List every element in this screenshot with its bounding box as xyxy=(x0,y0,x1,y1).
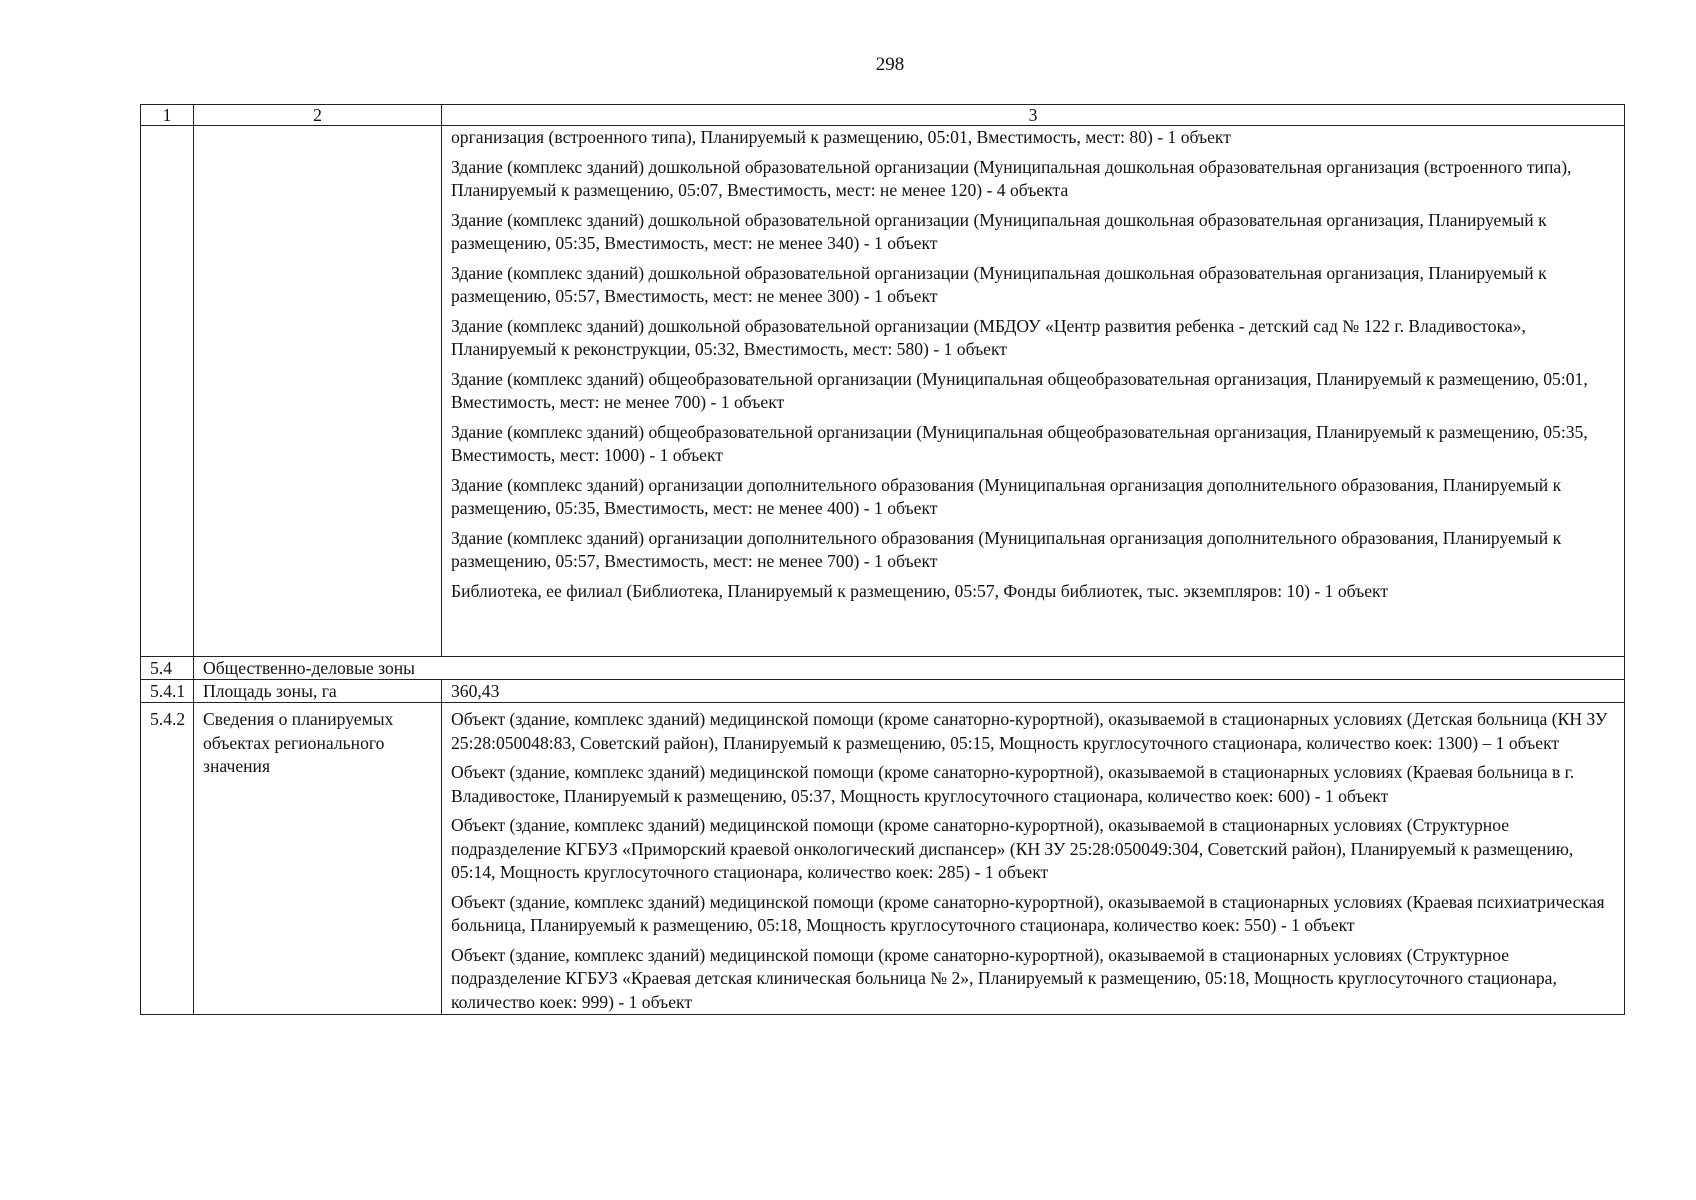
list-item: Здание (комплекс зданий) дошкольной образовательной организации (МБДОУ «Центр развития ребенка - детский сад № 122 г. Владивостока», Планируемый к реконструкции, 05:32, Вместимость, мест: 580) - 1 объект xyxy=(451,315,1526,359)
document-table xyxy=(140,104,1625,1015)
list-item: Библиотека, ее филиал (Библиотека, Планируемый к размещению, 05:57, Фонды библиотек, тыс. экземпляров: 10) - 1 объект xyxy=(451,580,1389,601)
list-item: Здание (комплекс зданий) дошкольной образовательной организации (Муниципальная дошкольная образовательная организация, Планируемый к размещению, 05:57, Вместимость, мест: не менее 300) - 1 объект xyxy=(451,262,1547,306)
list-item: Здание (комплекс зданий) организации дополнительного образования (Муниципальная организация дополнительного образования, Планируемый к размещению, 05:35, Вместимость, мест: не менее 400) - 1 объект xyxy=(451,474,1562,518)
row-content-cell xyxy=(442,126,1625,657)
list-item: Здание (комплекс зданий) дошкольной образовательной организации (Муниципальная дошкольная образовательная организация, Планируемый к размещению, 05:35, Вместимость, мест: не менее 340) - 1 объект xyxy=(451,209,1547,253)
section-title-cell: Общественно-деловые зоны xyxy=(194,657,1625,680)
row-number-cell: 5.4.1 xyxy=(141,680,194,703)
table-row xyxy=(141,126,1625,657)
list-item: организация (встроенного типа), Планируемый к размещению, 05:01, Вместимость, мест: 80) - 1 объект xyxy=(451,127,1231,147)
row-number-cell xyxy=(141,126,194,657)
table-row-5-4-2 xyxy=(141,703,1625,1015)
header-col-3: 3 xyxy=(442,105,1625,126)
list-item: Здание (комплекс зданий) общеобразовательной организации (Муниципальная общеобразовательная организация, Планируемый к размещению, 05:35, Вместимость, мест: 1000) - 1 объект xyxy=(451,421,1588,465)
page-number: 298 xyxy=(875,54,905,75)
list-item: Объект (здание, комплекс зданий) медицинской помощи (кроме санаторно-курортной), оказываемой в стационарных условиях (Краевая больница в г. Владивостоке, Планируемый к размещению, 05:37, Мощность круглосуточного стационара, количество коек: 600) - 1 объект xyxy=(451,762,1575,806)
header-col-2: 2 xyxy=(194,105,442,126)
row-value-cell: 360,43 xyxy=(442,680,1625,703)
list-item: Здание (комплекс зданий) организации дополнительного образования (Муниципальная организация дополнительного образования, Планируемый к размещению, 05:57, Вместимость, мест: не менее 700) - 1 объект xyxy=(451,527,1562,571)
row-number-cell: 5.4.2 xyxy=(141,703,194,1015)
row-label-cell: Сведения о планируемых объектах регионального значения xyxy=(194,703,442,1015)
table-row-5-4-1 xyxy=(141,680,1625,703)
row-number-cell: 5.4 xyxy=(141,657,194,680)
list-item: Здание (комплекс зданий) общеобразовательной организации (Муниципальная общеобразовательная организация, Планируемый к размещению, 05:01, Вместимость, мест: не менее 700) - 1 объект xyxy=(451,368,1588,412)
table-header-row xyxy=(141,105,1625,126)
list-item: Здание (комплекс зданий) дошкольной образовательной организации (Муниципальная дошкольная образовательная организация (встроенного типа), Планируемый к размещению, 05:07, Вместимость, мест: не менее 120) - 4 объекта xyxy=(451,156,1572,200)
row-content-cell xyxy=(442,703,1625,1015)
row-label-cell: Площадь зоны, га xyxy=(194,680,442,703)
list-item: Объект (здание, комплекс зданий) медицинской помощи (кроме санаторно-курортной), оказываемой в стационарных условиях (Структурное подразделение КГБУЗ «Краевая детская клиническая больница № 2», Планируемый к размещению, 05:18, Мощность круглосуточного стационара, количество коек: 999) - 1 объект xyxy=(451,944,1557,1012)
table-row-5-4 xyxy=(141,657,1625,680)
row-label-cell xyxy=(194,126,442,657)
list-item: Объект (здание, комплекс зданий) медицинской помощи (кроме санаторно-курортной), оказываемой в стационарных условиях (Детская больница (КН ЗУ 25:28:050048:83, Советский район), Планируемый к размещению, 05:15, Мощность круглосуточного стационара, количество коек: 1300) – 1 объект xyxy=(451,709,1608,753)
header-col-1: 1 xyxy=(141,105,194,126)
list-item: Объект (здание, комплекс зданий) медицинской помощи (кроме санаторно-курортной), оказываемой в стационарных условиях (Краевая психиатрическая больница, Планируемый к размещению, 05:18, Мощность круглосуточного стационара, количество коек: 550) - 1 объект xyxy=(451,891,1605,935)
list-item: Объект (здание, комплекс зданий) медицинской помощи (кроме санаторно-курортной), оказываемой в стационарных условиях (Структурное подразделение КГБУЗ «Приморский краевой онкологический диспансер» (КН ЗУ 25:28:050049:304, Советский район), Планируемый к размещению, 05:14, Мощность круглосуточного стационара, количество коек: 285) - 1 объект xyxy=(451,815,1574,882)
